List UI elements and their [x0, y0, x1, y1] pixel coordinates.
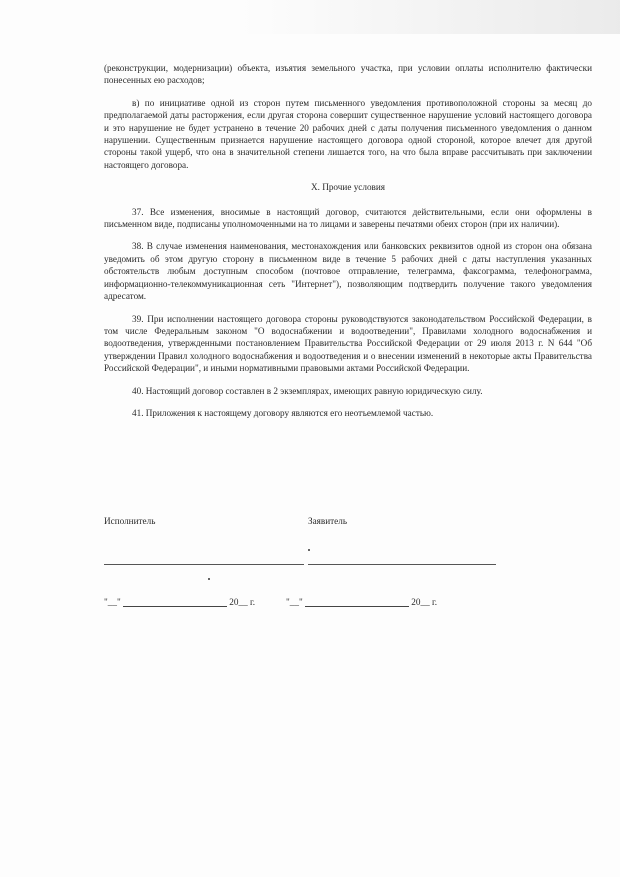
- executor-label: Исполнитель: [104, 516, 156, 526]
- applicant-label: Заявитель: [308, 516, 348, 526]
- executor-date: [104, 597, 255, 607]
- executor-date-year: 20__ г.: [229, 597, 255, 607]
- paragraph-continuation: (реконструкции, модернизации) объекта, изъятия земельного участка, при условии оплаты исполнителю фактически понесенных ею расходов;: [104, 63, 592, 86]
- applicant-date-day: "__": [286, 597, 303, 607]
- document-body: [104, 62, 592, 429]
- scan-speck: [308, 549, 310, 551]
- scan-speck: [208, 578, 210, 580]
- paragraph-39: 39. При исполнении настоящего договора стороны руководствуются законодательством Российской Федерации, в том числе Федеральным законом "О водоснабжении и водоотведении", Правилами холодного водоснабжения и водоотведения, утвержденными постановлением Правительства Российской Федерации от 29 июля 2013 г. N 644 "Об утверждении Правил холодного водоснабжения и водоотведения и о внесении изменений в некоторые акты Правительства Российской Федерации", и иными нормативными правовыми актами Российской Федерации.: [104, 313, 592, 374]
- paragraph-40: 40. Настоящий договор составлен в 2 экземплярах, имеющих равную юридическую силу.: [132, 385, 483, 396]
- paragraph-v: в) по инициативе одной из сторон путем письменного уведомления противоположной стороны за месяц до предполагаемой даты расторжения, если другая сторона совершит существенное нарушение условий настоящего договора и это нарушение не будет устранено в течение 20 рабочих дней с даты получения письменного уведомления о данном нарушении. Существенным признается нарушение настоящего договора одной стороной, которое влечет для другой стороны такой ущерб, что она в значительной степени лишается того, на что была вправе рассчитывать при заключении настоящего договора.: [104, 97, 592, 170]
- paragraph-41: 41. Приложения к настоящему договору являются его неотъемлемой частью.: [132, 407, 434, 418]
- paragraph-38: 38. В случае изменения наименования, местонахождения или банковских реквизитов одной из сторон она обязана уведомить об этом другую сторону в письменном виде в течение 5 рабочих дней с даты наступления указанных обстоятельств любым доступным способом (почтовое отправление, телеграмма, факсограмма, телефонограмма, информационно-телекоммуникационная сеть "Интернет"), позволяющим подтвердить получение такого уведомления адресатом.: [104, 241, 592, 302]
- applicant-date-year: 20__ г.: [411, 597, 437, 607]
- executor-signature-line: [104, 564, 304, 565]
- scan-shadow: [240, 0, 620, 34]
- section-heading: X. Прочие условия: [310, 182, 386, 193]
- applicant-date: [286, 597, 437, 607]
- paragraph-37: 37. Все изменения, вносимые в настоящий договор, считаются действительными, если они оформлены в письменном виде, подписаны уполномоченными на то лицами и заверены печатями обеих сторон (при их наличии).: [104, 206, 592, 230]
- applicant-signature-line: [308, 564, 496, 565]
- applicant-date-month-line: [305, 597, 409, 607]
- executor-date-day: "__": [104, 597, 121, 607]
- executor-date-month-line: [123, 597, 227, 607]
